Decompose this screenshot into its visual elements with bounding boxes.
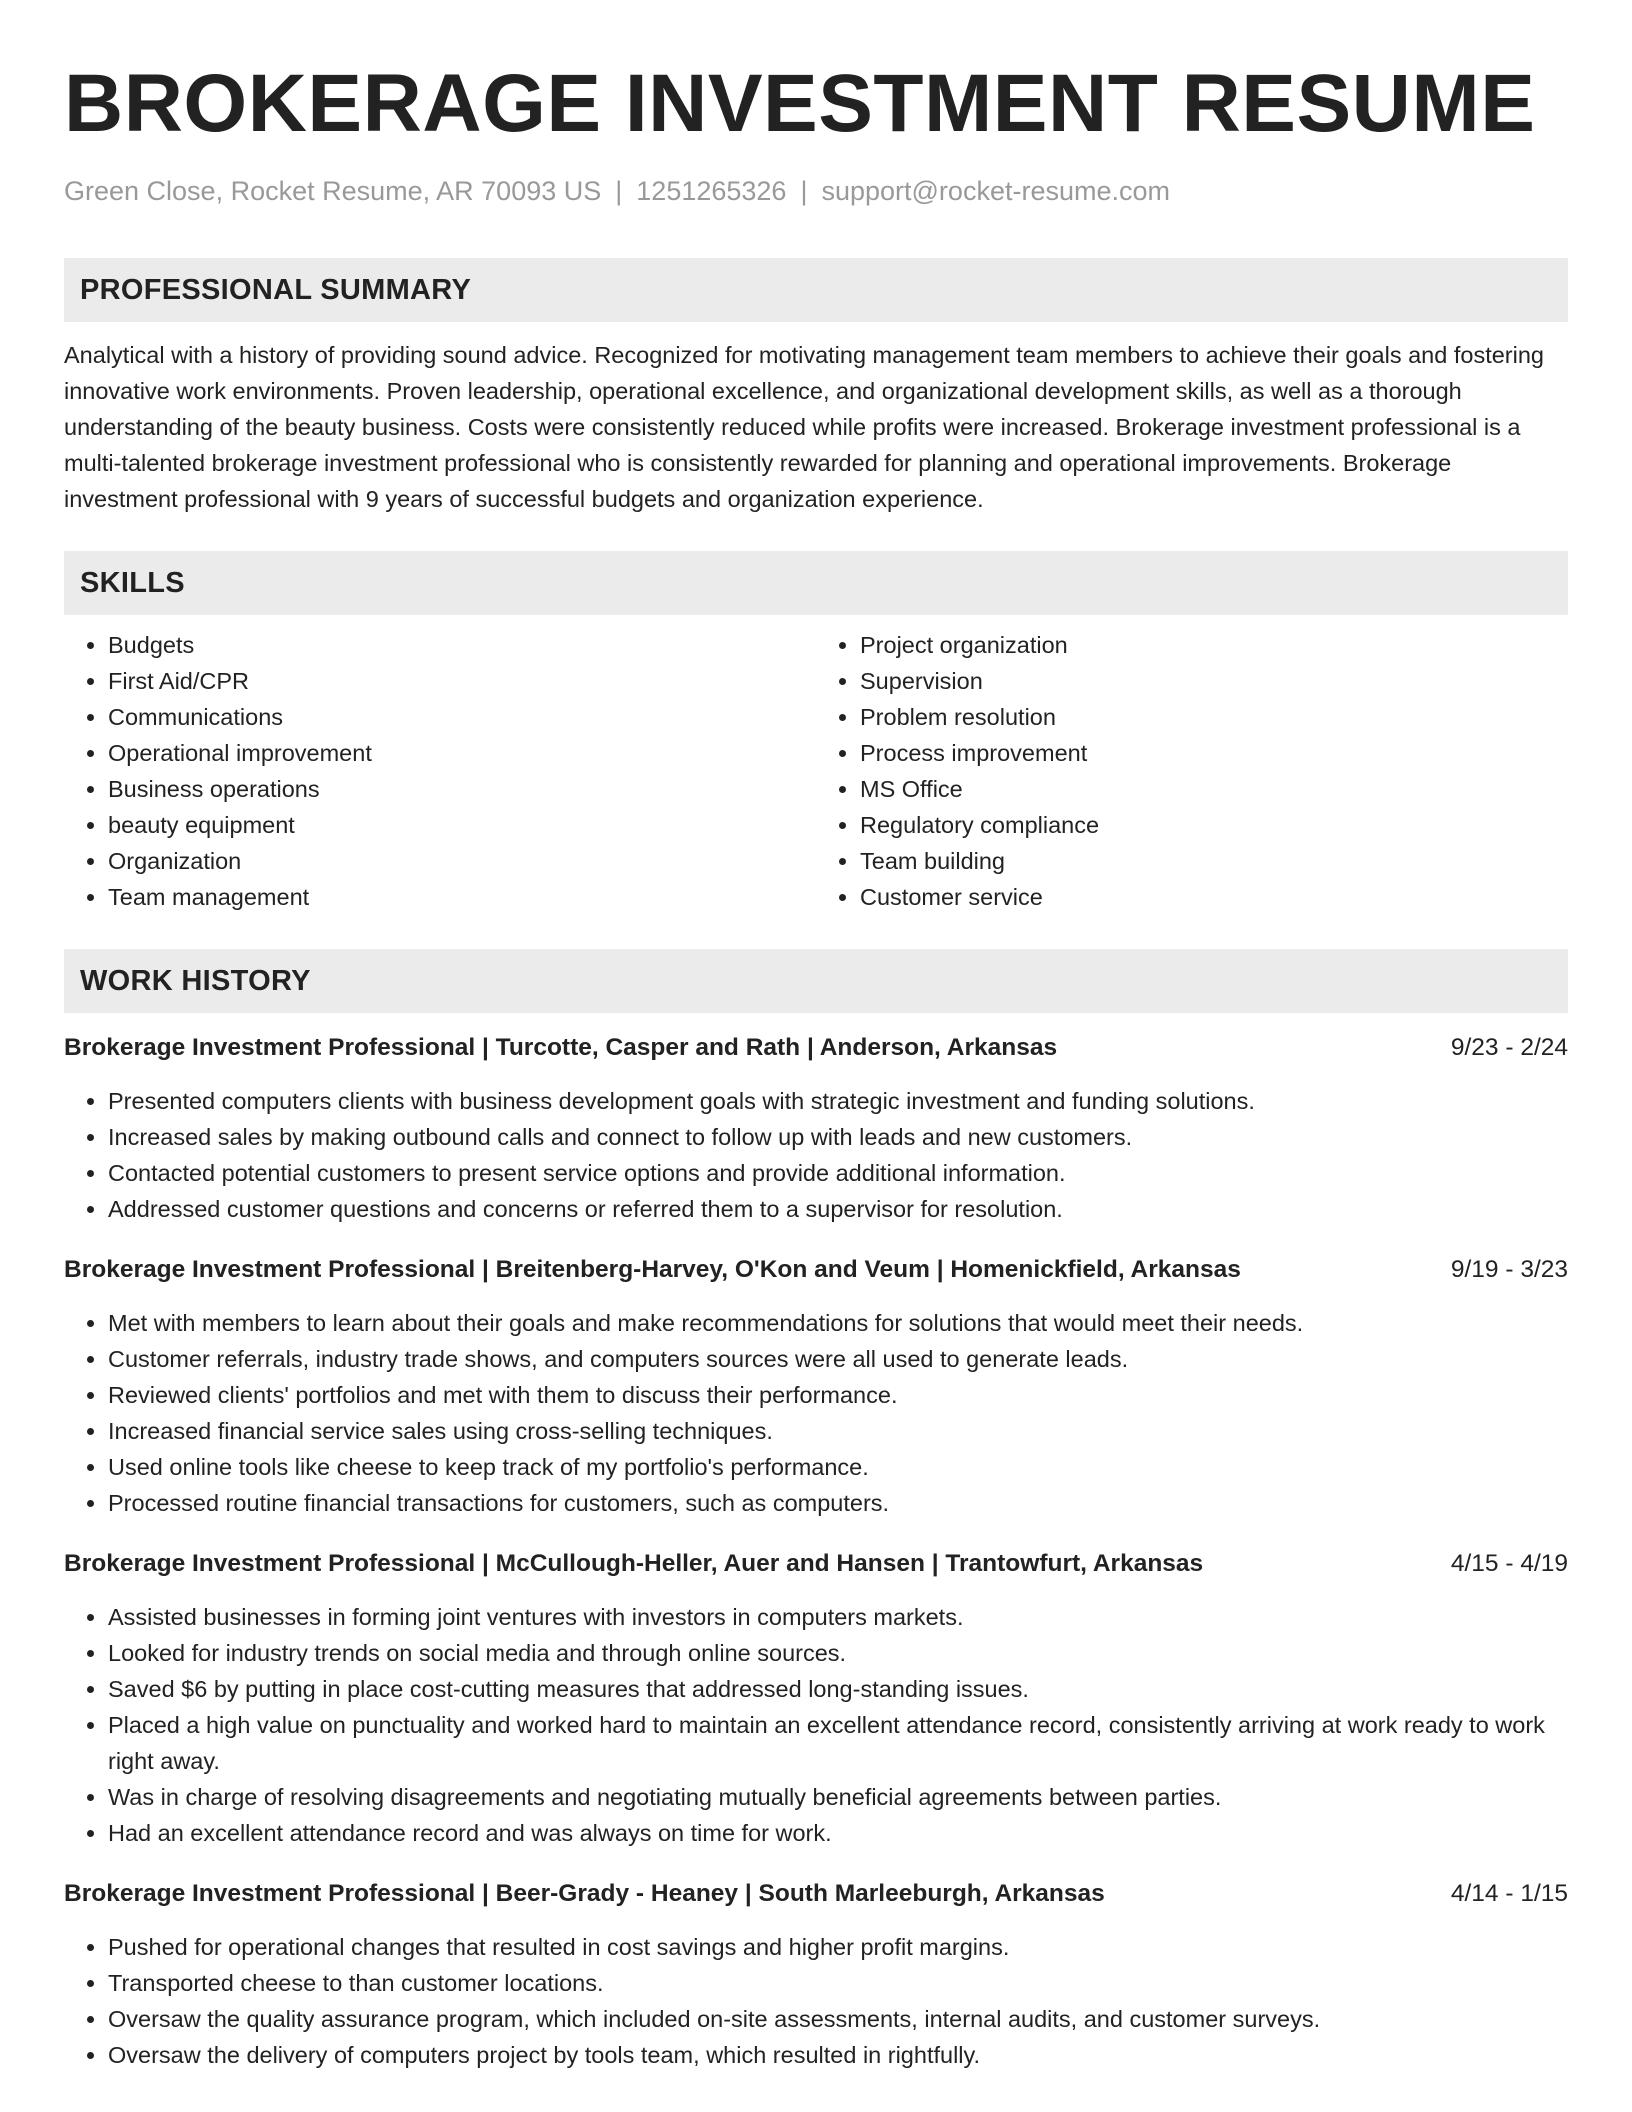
job-bullet: • Increased sales by making outbound calls and connect to follow up with leads and new customers.: [108, 1119, 1568, 1155]
skill-item: • Business operations: [108, 771, 816, 807]
job-entry: [64, 1877, 1568, 2073]
skills-list: [64, 627, 1568, 915]
job-bullet: • Saved $6 by putting in place cost-cutting measures that addressed long-standing issues.: [108, 1671, 1568, 1707]
job-dates: 9/23 - 2/24: [1450, 1034, 1568, 1061]
skill-item: • Regulatory compliance: [860, 807, 1568, 843]
job-bullet: • Looked for industry trends on social media and through online sources.: [108, 1635, 1568, 1671]
job-bullet: • Oversaw the quality assurance program, which included on-site assessments, internal audits, and customer surveys.: [108, 2001, 1568, 2037]
skill-item: • beauty equipment: [108, 807, 816, 843]
skill-item: • Budgets: [108, 627, 816, 663]
job-bullet: • Increased financial service sales using cross-selling techniques.: [108, 1413, 1568, 1449]
skill-item: • Organization: [108, 843, 816, 879]
job-bullet: • Transported cheese to than customer locations.: [108, 1965, 1568, 2001]
job-bullet: • Contacted potential customers to present service options and provide additional information.: [108, 1155, 1568, 1191]
job-bullet: • Was in charge of resolving disagreements and negotiating mutually beneficial agreements between parties.: [108, 1779, 1568, 1815]
job-bullet: • Met with members to learn about their goals and make recommendations for solutions that would meet their needs.: [108, 1305, 1568, 1341]
skill-item: • Problem resolution: [860, 699, 1568, 735]
job-header: [64, 1031, 1568, 1065]
job-header: [64, 1547, 1568, 1581]
job-title: Brokerage Investment Professional | Beer-Grady - Heaney | South Marleeburgh, Arkansas: [64, 1880, 1105, 1907]
job-entry: [64, 1547, 1568, 1851]
job-title: Brokerage Investment Professional | Breitenberg-Harvey, O'Kon and Veum | Homenickfield, Arkansas: [64, 1256, 1241, 1283]
skill-item: • Operational improvement: [108, 735, 816, 771]
contact-separator: |: [615, 176, 623, 206]
job-bullet: • Pushed for operational changes that resulted in cost savings and higher profit margins.: [108, 1929, 1568, 1965]
job-header: [64, 1877, 1568, 1911]
contact-phone: 1251265326: [636, 176, 787, 206]
skill-item: • Team building: [860, 843, 1568, 879]
job-title: Brokerage Investment Professional | Turcotte, Casper and Rath | Anderson, Arkansas: [64, 1034, 1058, 1061]
job-bullets: [64, 1599, 1568, 1851]
section-heading-skills: SKILLS: [64, 551, 1568, 615]
job-bullet: • Used online tools like cheese to keep track of my portfolio's performance.: [108, 1449, 1568, 1485]
contact-separator: |: [800, 176, 808, 206]
skill-item: • First Aid/CPR: [108, 663, 816, 699]
job-header: [64, 1253, 1568, 1287]
skill-item: • Customer service: [860, 879, 1568, 915]
job-bullet: • Customer referrals, industry trade shows, and computers sources were all used to generate leads.: [108, 1341, 1568, 1377]
job-bullet: • Reviewed clients' portfolios and met with them to discuss their performance.: [108, 1377, 1568, 1413]
contact-line: [64, 174, 1568, 208]
skill-item: • Team management: [108, 879, 816, 915]
skills-column-right: [816, 627, 1568, 915]
skill-item: • Supervision: [860, 663, 1568, 699]
job-bullet: • Processed routine financial transactions for customers, such as computers.: [108, 1485, 1568, 1521]
contact-email: support@rocket-resume.com: [821, 176, 1170, 206]
summary-text: Analytical with a history of providing sound advice. Recognized for motivating management team members to achieve their goals and fostering innovative work environments. Proven leadership, operational excellence, and organizational development skills, as well as a thorough understanding of the beauty business. Costs were consistently reduced while profits were increased. Brokerage investment professional is a multi-talented brokerage investment professional who is consistently rewarded for planning and operational improvements. Brokerage investment professional with 9 years of successful budgets and organization experience.: [64, 342, 1544, 512]
skill-item: • Project organization: [860, 627, 1568, 663]
job-bullet: • Oversaw the delivery of computers project by tools team, which resulted in rightfully.: [108, 2037, 1568, 2073]
job-bullets: [64, 1305, 1568, 1521]
job-title: Brokerage Investment Professional | McCullough-Heller, Auer and Hansen | Trantowfurt, Arkansas: [64, 1550, 1204, 1577]
skill-item: • Communications: [108, 699, 816, 735]
resume-title: BROKERAGE INVESTMENT RESUME: [64, 58, 1536, 149]
job-bullet: • Placed a high value on punctuality and worked hard to maintain an excellent attendance record, consistently arriving at work ready to work right away.: [108, 1707, 1568, 1779]
job-entry: [64, 1031, 1568, 1227]
job-dates: 4/15 - 4/19: [1450, 1550, 1568, 1577]
contact-address: Green Close, Rocket Resume, AR 70093 US: [64, 176, 602, 206]
job-dates: 9/19 - 3/23: [1450, 1256, 1568, 1283]
job-bullet: • Presented computers clients with business development goals with strategic investment and funding solutions.: [108, 1083, 1568, 1119]
job-bullet: • Addressed customer questions and concerns or referred them to a supervisor for resolution.: [108, 1191, 1568, 1227]
job-bullets: [64, 1083, 1568, 1227]
job-dates: 4/14 - 1/15: [1450, 1880, 1568, 1907]
skills-column-left: [64, 627, 816, 915]
job-entry: [64, 1253, 1568, 1521]
skill-item: • Process improvement: [860, 735, 1568, 771]
section-heading-work-history: WORK HISTORY: [64, 949, 1568, 1013]
skill-item: • MS Office: [860, 771, 1568, 807]
job-bullets: [64, 1929, 1568, 2073]
section-heading-summary: PROFESSIONAL SUMMARY: [64, 258, 1568, 322]
job-bullet: • Had an excellent attendance record and was always on time for work.: [108, 1815, 1568, 1851]
job-bullet: • Assisted businesses in forming joint ventures with investors in computers markets.: [108, 1599, 1568, 1635]
